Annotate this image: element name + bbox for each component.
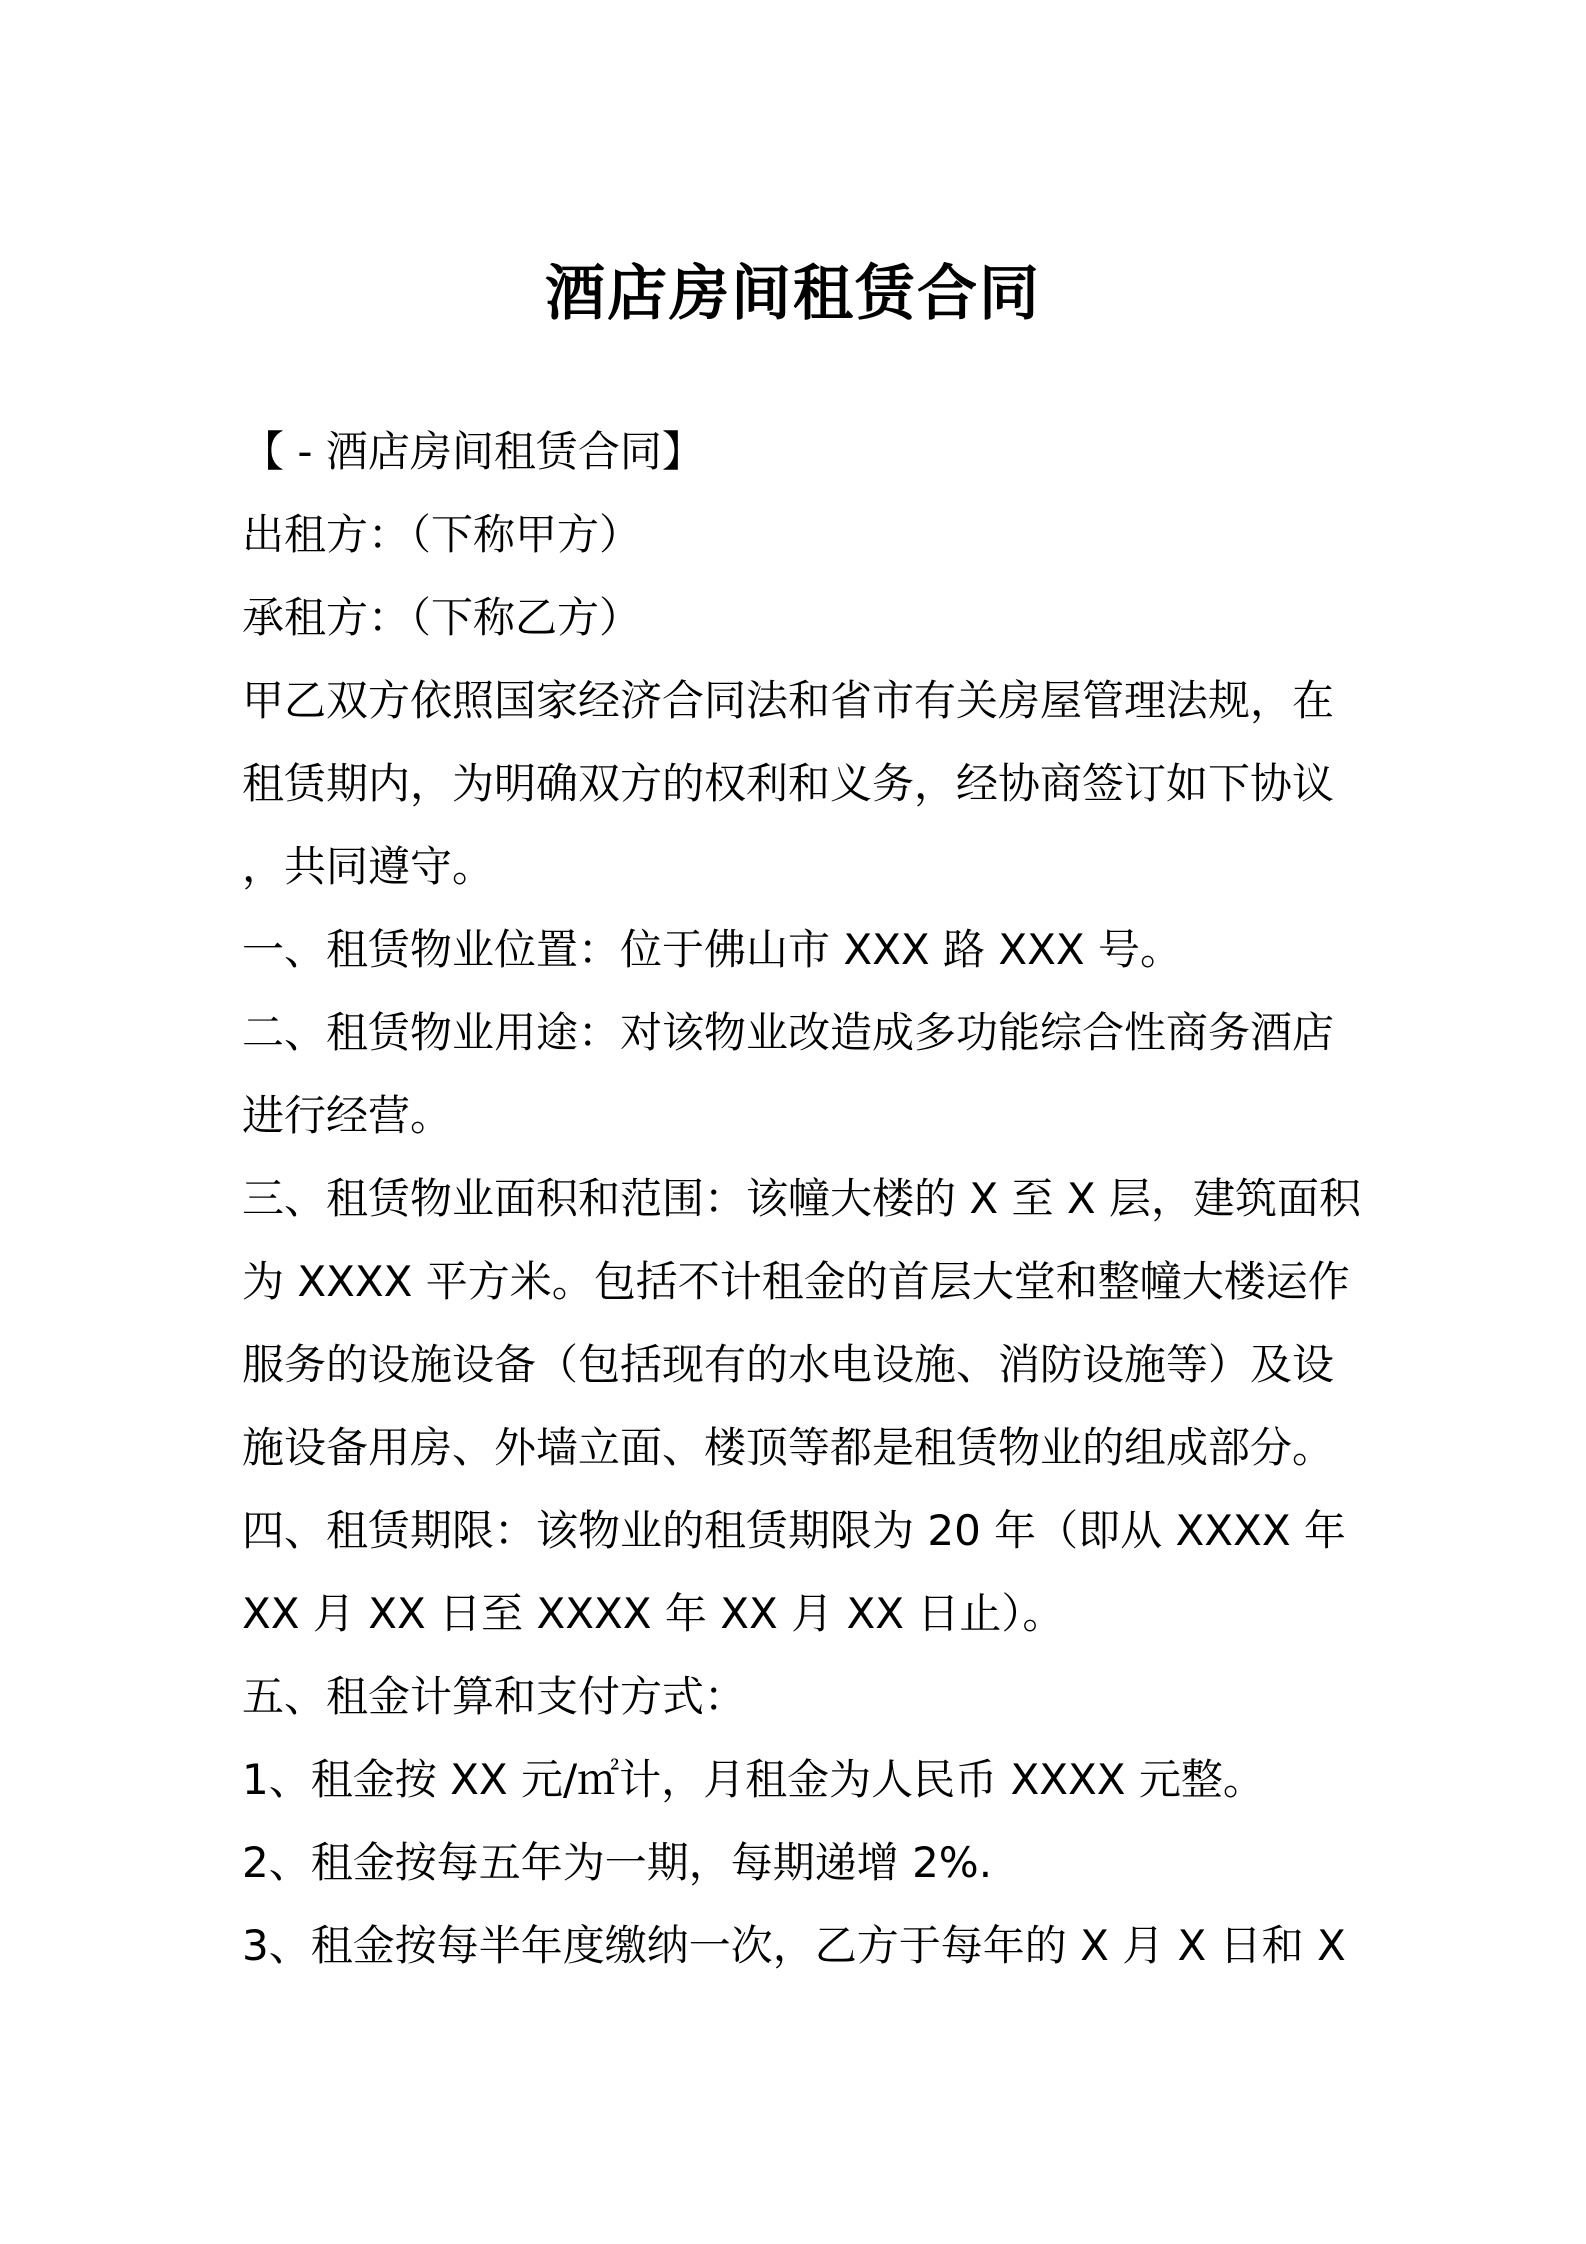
document-title: 酒店房间租赁合同 (545, 259, 1041, 329)
clause-3-area-line-1: 三、租赁物业面积和范围：该幢大楼的 X 至 X 层，建筑面积 (242, 1174, 1361, 1223)
clause-3-area-line-2: 为 XXXX 平方米。包括不计租金的首层大堂和整幢大楼运作 (242, 1257, 1350, 1306)
clause-3-area-line-4: 施设备用房、外墙立面、楼顶等都是租赁物业的组成部分。 (242, 1423, 1335, 1472)
clause-3-area-line-3: 服务的设施设备（包括现有的水电设施、消防设施等）及设 (242, 1340, 1335, 1389)
lessee-line: 承租方：（下称乙方） (242, 593, 642, 642)
lessor-line: 出租方：（下称甲方） (242, 510, 642, 559)
preamble-line-3: ，共同遵守。 (242, 842, 495, 891)
document-body (242, 410, 1362, 1987)
header-note: 【 - 酒店房间租赁合同】 (242, 427, 704, 476)
clause-2-usage-line-2: 进行经营。 (242, 1091, 453, 1140)
clause-2-usage-line-1: 二、租赁物业用途：对该物业改造成多功能综合性商务酒店 (242, 1008, 1335, 1057)
clause-5-heading: 五、租金计算和支付方式： (242, 1672, 747, 1721)
preamble-line-1: 甲乙双方依照国家经济合同法和省市有关房屋管理法规，在 (242, 676, 1335, 725)
clause-5-item-2: 2、租金按每五年为一期，每期递增 2%. (242, 1838, 993, 1887)
preamble-line-2: 租赁期内，为明确双方的权利和义务，经协商签订如下协议 (242, 759, 1335, 808)
clause-1-location: 一、租赁物业位置：位于佛山市 XXX 路 XXX 号。 (242, 925, 1183, 974)
clause-5-item-1: 1、租金按 XX 元/㎡计，月租金为人民币 XXXX 元整。 (242, 1755, 1265, 1804)
clause-4-term-line-2: XX 月 XX 日至 XXXX 年 XX 月 XX 日止）。 (242, 1589, 1065, 1638)
clause-5-item-3: 3、租金按每半年度缴纳一次，乙方于每年的 X 月 X 日和 X (242, 1921, 1346, 1970)
clause-4-term-line-1: 四、租赁期限：该物业的租赁期限为 20 年（即从 XXXX 年 (242, 1506, 1346, 1555)
